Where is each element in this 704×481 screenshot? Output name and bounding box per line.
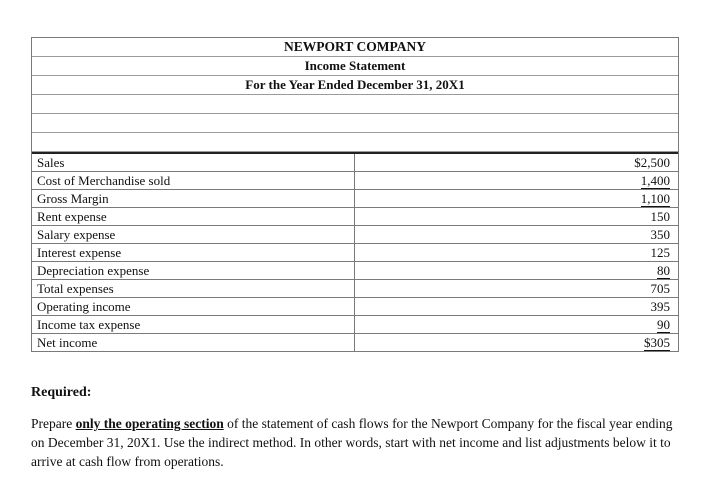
row-label: Income tax expense [32, 316, 355, 334]
table-row [32, 172, 678, 190]
row-amount-cell [355, 244, 679, 262]
row-amount: $2,500 [634, 155, 670, 170]
row-amount-cell [355, 226, 679, 244]
statement-period: For the Year Ended December 31, 20X1 [32, 76, 678, 95]
row-label: Total expenses [32, 280, 355, 298]
row-label: Salary expense [32, 226, 355, 244]
row-amount-cell [355, 154, 679, 172]
instructions-lead: Prepare [31, 416, 76, 431]
row-label: Rent expense [32, 208, 355, 226]
instructions-rest: of the statement of cash flows for the Newport Company for the fiscal year ending on December 31, 20X1. Use the indirect method. In other words, start with net income and list adjustments below it to arrive at cash flow from operations. [31, 416, 673, 469]
row-amount-cell [355, 208, 679, 226]
income-statement [31, 37, 679, 352]
row-amount: 1,100 [640, 191, 670, 206]
instructions [31, 414, 676, 471]
table-row [32, 334, 678, 352]
row-amount: 350 [650, 227, 670, 242]
table-row [32, 262, 678, 280]
row-amount: $305 [644, 335, 670, 350]
company-name: NEWPORT COMPANY [32, 38, 678, 57]
row-amount-cell [355, 316, 679, 334]
row-amount-cell [355, 298, 679, 316]
table-row [32, 244, 678, 262]
blank-row [32, 133, 678, 152]
table-row [32, 316, 678, 334]
row-amount-cell [355, 262, 679, 280]
row-amount-cell [355, 172, 679, 190]
table-row [32, 280, 678, 298]
table-row [32, 154, 678, 172]
row-amount: 80 [657, 263, 670, 278]
row-label: Interest expense [32, 244, 355, 262]
row-amount: 705 [650, 281, 670, 296]
row-amount-cell [355, 280, 679, 298]
table-row [32, 298, 678, 316]
row-amount-cell [355, 334, 679, 352]
instructions-emphasis: only the operating section [75, 416, 224, 431]
blank-row [32, 95, 678, 114]
row-amount-cell [355, 190, 679, 208]
row-label: Cost of Merchandise sold [32, 172, 355, 190]
row-amount: 125 [650, 245, 670, 260]
row-label: Sales [32, 154, 355, 172]
row-label: Net income [32, 334, 355, 352]
statement-table [32, 154, 678, 352]
row-label: Gross Margin [32, 190, 355, 208]
row-amount: 1,400 [640, 173, 670, 188]
blank-row [32, 114, 678, 133]
row-amount: 150 [650, 209, 670, 224]
row-label: Depreciation expense [32, 262, 355, 280]
row-amount: 90 [657, 317, 670, 332]
required-heading: Required: [31, 385, 92, 400]
statement-title: Income Statement [32, 57, 678, 76]
table-row [32, 208, 678, 226]
table-row [32, 190, 678, 208]
row-amount: 395 [650, 299, 670, 314]
table-row [32, 226, 678, 244]
row-label: Operating income [32, 298, 355, 316]
